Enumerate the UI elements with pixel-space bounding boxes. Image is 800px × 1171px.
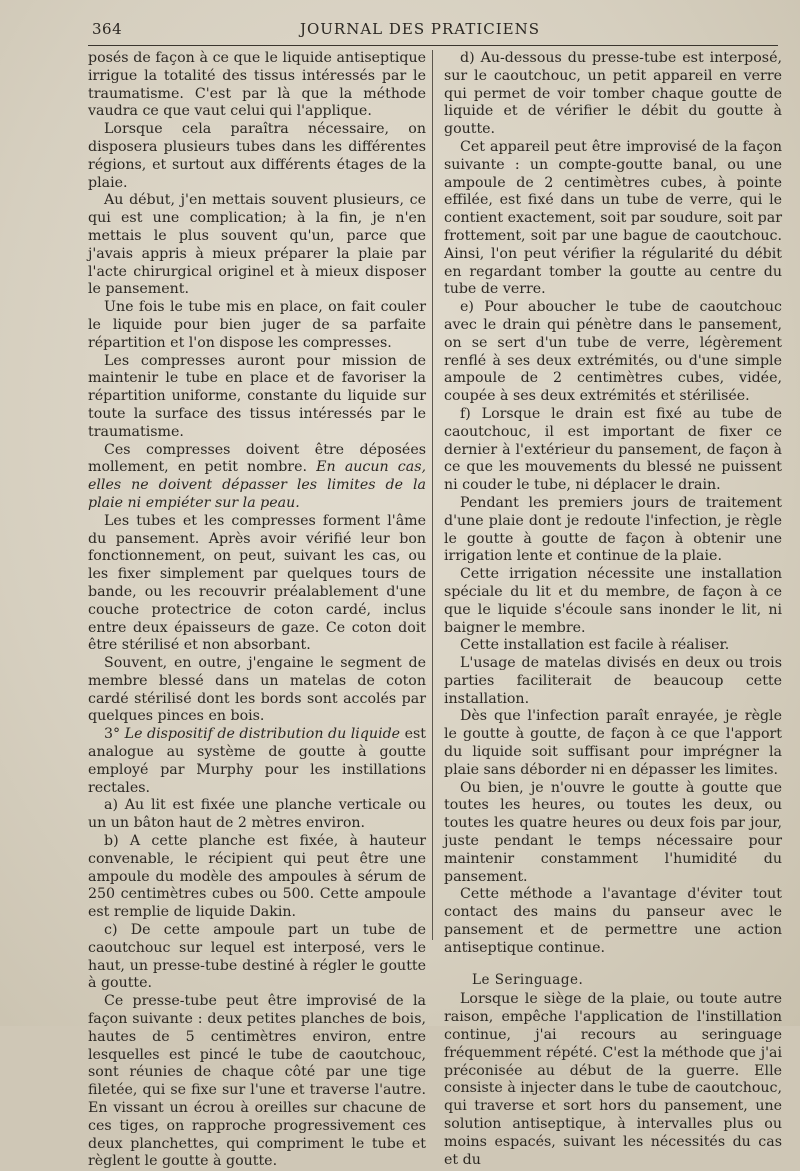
paragraph: Cet appareil peut être improvisé de la façon suivante : un compte-goutte banal, ou une ampoule de 2 centimètres cubes, à pointe effilée, est fixé dans un tube de verre, qui le contient exactement, soit par soudure, soit par frottement, soit par une bague de caoutchouc. Ainsi, l'on peut vérifier la régularité du débit en regardant tomber la goutte au centre du tube de verre. — [444, 138, 782, 298]
list-number: 3° — [104, 726, 125, 743]
left-column — [88, 50, 426, 1171]
page-header — [0, 20, 800, 44]
column-divider — [432, 50, 433, 940]
running-title: JOURNAL DES PRATICIENS — [299, 20, 541, 38]
paragraph: Cette installation est facile à réaliser. — [460, 637, 730, 654]
paragraph: Pendant les premiers jours de traitement d'une plaie dont je redoute l'infection, je règle le goutte à goutte de façon à obtenir une irrigation lente et continue de la plaie. — [444, 494, 782, 565]
list-item: e) Pour aboucher le tube de caoutchouc avec le drain qui pénètre dans le pansement, on se sert d'un tube de verre, légèrement renflé à ses deux extrémités, ou d'une simple ampoule de 2 centimètres cubes, vidée, coupée à ses deux extrémités et stérilisée. — [444, 299, 782, 405]
page-number: 364 — [92, 20, 123, 38]
paragraph: posés de façon à ce que le liquide antiseptique irrigue la totalité des tissus intéressés par le traumatisme. C'est par là que la méthode vaudra ce que vaut celui qui l'applique. — [88, 50, 426, 120]
paragraph: Les tubes et les compresses forment l'âme du pansement. Après avoir vérifié leur bon fonctionnement, on peut, suivant les cas, ou les fixer simplement par quelques tours de bande, ou les recouvrir préalablement d'une couche protectrice de coton cardé, inclus entre deux épaisseurs de gaze. Ce coton doit être stérilisé et non absorbant. — [88, 512, 426, 654]
italic-emphasis: En aucun cas, elles ne doivent dépasser les limites de la plaie ni empiéter sur la peau. — [88, 459, 426, 511]
right-column — [444, 50, 782, 1169]
italic-subheading: Le dispositif de distribution du liquide — [124, 726, 401, 743]
paragraph: Ce presse-tube peut être improvisé de la façon suivante : deux petites planches de bois, hautes de 5 centimètres environ, entre lesquelles est pincé le tube de caoutchouc, sont réunies de chaque côté par une tige filetée, qui se fixe sur l'une et traverse l'autre. En vissant un écrou à oreilles sur chacune de ces tiges, on rapproche progressivement ces deux planchettes, qui compriment le tube et règlent le goutte à goutte. — [88, 993, 426, 1170]
list-item: a) Au lit est fixée une planche verticale ou un un bâton haut de 2 mètres environ. — [88, 797, 426, 832]
paragraph: Les compresses auront pour mission de maintenir le tube en place et de favoriser la répartition uniforme, constante du liquide sur toute la surface des tissus intéressés par le traumatisme. — [88, 352, 426, 440]
paragraph-text: est analogue au système de goutte à goutte employé par Murphy pour les instillations rectales. — [88, 726, 427, 796]
header-rule — [88, 45, 778, 46]
paragraph: Au début, j'en mettais souvent plusieurs, ce qui est une complication; à la fin, je n'en mettais le plus souvent qu'un, parce que j'avais appris à mieux préparer la plaie par l'acte chirurgical originel et à mieux disposer le pansement. — [88, 192, 426, 298]
paragraph: Dès que l'infection paraît enrayée, je règle le goutte à goutte, de façon à ce que l'apport du liquide soit suffisant pour imprégner la plaie sans déborder ni en dépasser les limites. — [444, 708, 782, 778]
paragraph: L'usage de matelas divisés en deux ou trois parties faciliterait de beaucoup cette installation. — [444, 655, 782, 707]
paragraph: Cette irrigation nécessite une installation spéciale du lit et du membre, de façon à ce que le liquide s'écoule sans inonder le lit, ni baigner le membre. — [444, 566, 782, 636]
paragraph — [88, 726, 426, 797]
paragraph: Ou bien, je n'ouvre le goutte à goutte que toutes les heures, ou toutes les deux, ou toutes les quatre heures ou deux fois par jour, juste pendant le temps nécessaire pour maintenir constamment l'humidité du pansement. — [444, 779, 782, 885]
paragraph-text: Ces compresses doivent être déposées mollement, en petit nombre. — [88, 441, 426, 476]
list-item: d) Au-dessous du presse-tube est interposé, sur le caoutchouc, un petit appareil en verre qui permet de voir tomber chaque goutte de liquide et de vérifier le débit du goutte à goutte. — [444, 50, 782, 138]
section-heading: Le Seringuage. — [472, 971, 584, 988]
list-item: b) A cette planche est fixée, à hauteur convenable, le récipient qui peut être une ampoule du modèle des ampoules à sérum de 250 centimètres cubes ou 500. Cette ampoule est remplie de liquide Dakin. — [88, 833, 426, 921]
paragraph — [88, 442, 426, 513]
paragraph: Souvent, en outre, j'engaine le segment de membre blessé dans un matelas de coton cardé stérilisé dont les bords sont accolés par quelques pinces en bois. — [88, 655, 426, 725]
paragraph: Une fois le tube mis en place, on fait couler le liquide pour bien juger de sa parfaite répartition et l'on dispose les compresses. — [88, 299, 426, 351]
paragraph: Lorsque cela paraîtra nécessaire, on disposera plusieurs tubes dans les différentes régions, et surtout aux différents étages de la plaie. — [88, 121, 426, 191]
paragraph: Lorsque le siège de la plaie, ou toute autre raison, empêche l'application de l'instillation continue, j'ai recours au seringuage fréquemment répété. C'est la méthode que j'ai préconisée au début de la guerre. Elle consiste à injecter dans le tube de caoutchouc, qui traverse et sort hors du pansement, une solution antiseptique, à intervalles plus ou moins espacés, suivant les nécessités du cas et du — [444, 991, 782, 1168]
list-item: f) Lorsque le drain est fixé au tube de caoutchouc, il est important de fixer ce dernier à l'extérieur du pansement, de façon à ce que les mouvements du blessé ne puissent ni couder le tube, ni déplacer le drain. — [444, 405, 782, 494]
list-item: c) De cette ampoule part un tube de caoutchouc sur lequel est interposé, vers le haut, un presse-tube destiné à régler le goutte à goutte. — [88, 922, 426, 992]
paragraph: Cette méthode a l'avantage d'éviter tout contact des mains du panseur avec le pansement et de permettre une action antiseptique continue. — [444, 886, 782, 956]
